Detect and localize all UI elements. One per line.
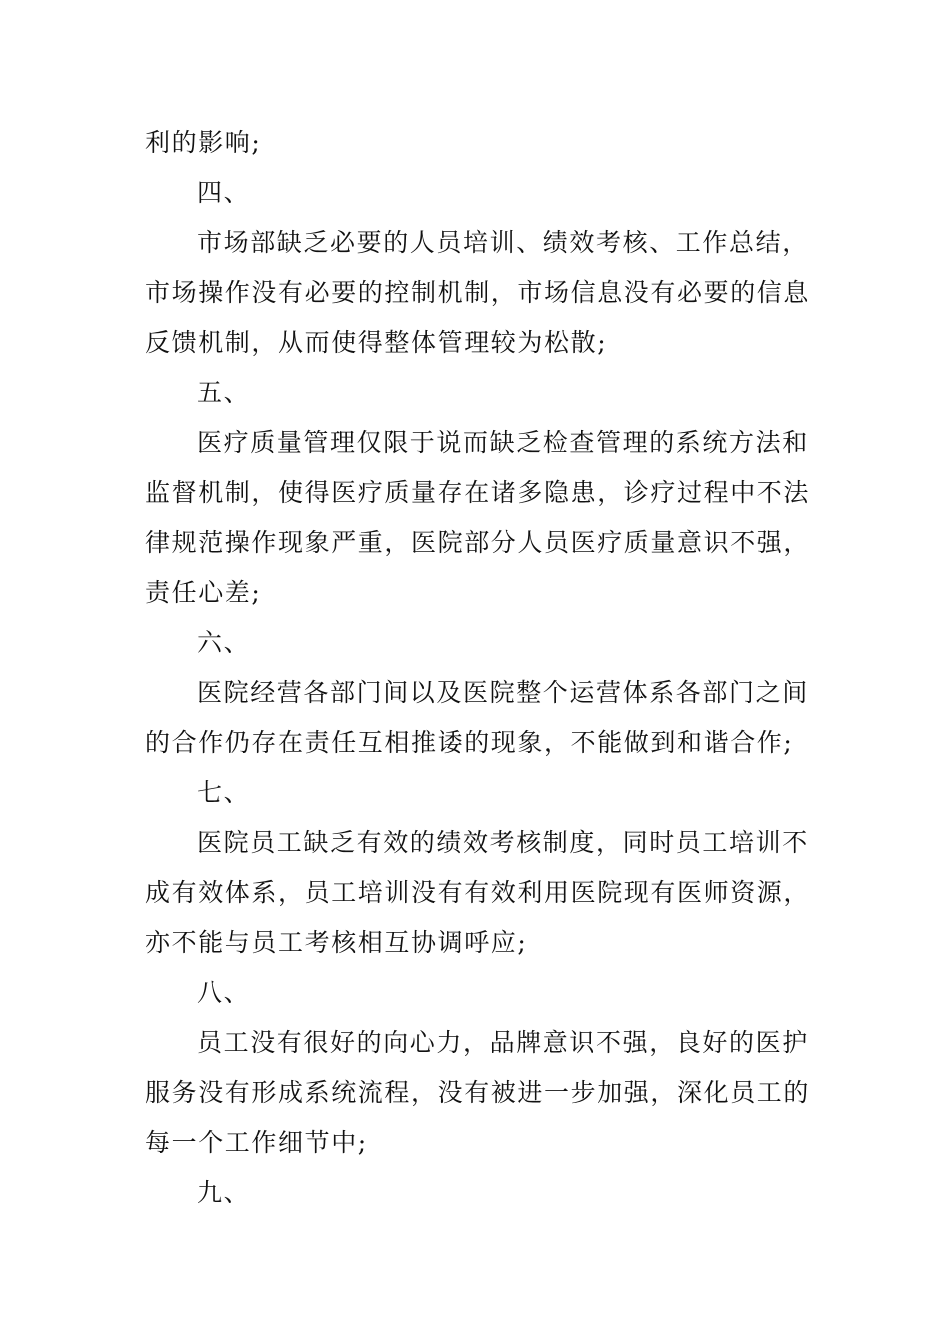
text-line: 律规范操作现象严重，医院部分人员医疗质量意识不强，: [145, 528, 811, 557]
text-line: 成有效体系，员工培训没有有效利用医院现有医师资源，: [145, 878, 811, 907]
text-line: 的合作仍存在责任互相推诿的现象，不能做到和谐合作;: [145, 728, 794, 757]
text-line: 五、: [197, 378, 251, 407]
document-body: [145, 126, 809, 1226]
text-line: 亦不能与员工考核相互协调呼应;: [145, 928, 528, 957]
text-line: 员工没有很好的向心力，品牌意识不强，良好的医护: [197, 1028, 809, 1057]
text-line: 医疗质量管理仅限于说而缺乏检查管理的系统方法和: [197, 428, 809, 457]
text-line: 医院经营各部门间以及医院整个运营体系各部门之间: [197, 678, 809, 707]
text-line: 服务没有形成系统流程，没有被进一步加强，深化员工的: [145, 1078, 811, 1107]
text-line: 医院员工缺乏有效的绩效考核制度，同时员工培训不: [197, 828, 809, 857]
text-line: 责任心差;: [145, 578, 262, 607]
text-line: 七、: [197, 778, 251, 807]
text-line: 九、: [197, 1178, 251, 1207]
text-line: 每一个工作细节中;: [145, 1128, 368, 1157]
text-line: 利的影响;: [145, 128, 262, 157]
text-line: 八、: [197, 978, 251, 1007]
text-line: 市场操作没有必要的控制机制，市场信息没有必要的信息: [145, 278, 811, 307]
text-line: 六、: [197, 628, 251, 657]
text-line: 反馈机制，从而使得整体管理较为松散;: [145, 328, 608, 357]
text-line: 市场部缺乏必要的人员培训、绩效考核、工作总结，: [197, 228, 809, 257]
text-line: 四、: [197, 178, 251, 207]
text-line: 监督机制，使得医疗质量存在诸多隐患，诊疗过程中不法: [145, 478, 811, 507]
